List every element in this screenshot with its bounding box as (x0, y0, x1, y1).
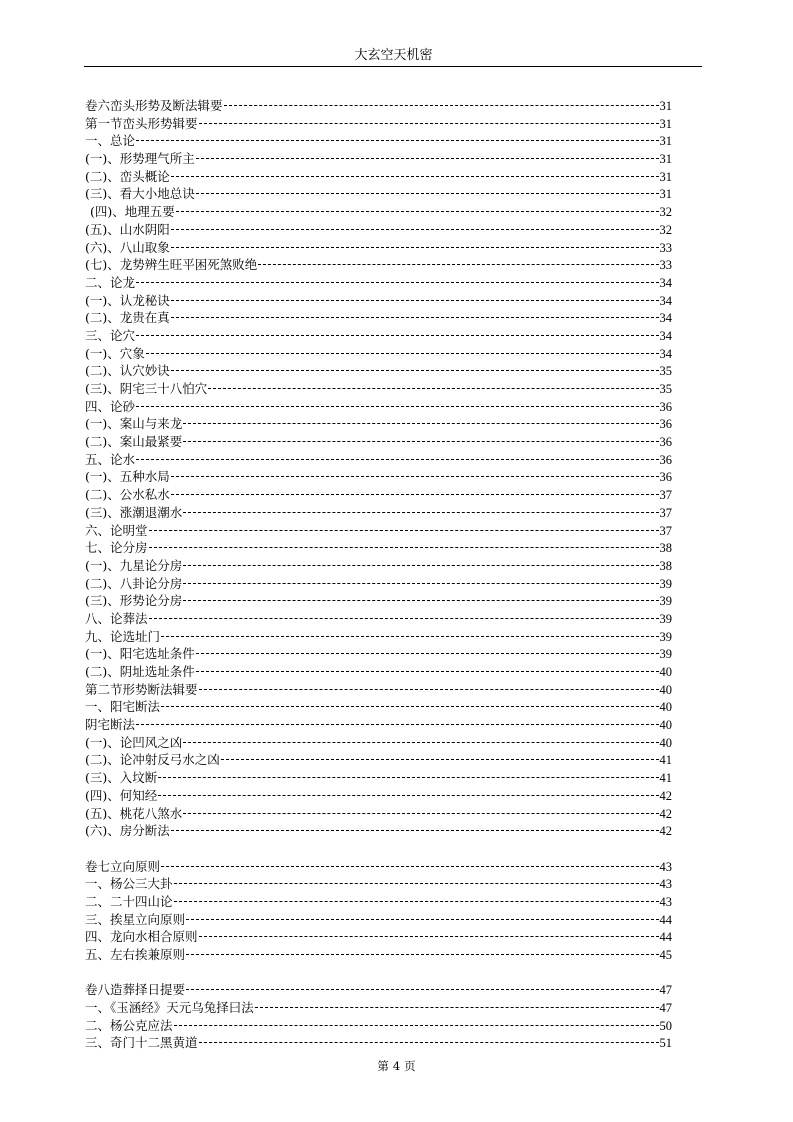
toc-entry[interactable] (85, 681, 672, 699)
toc-entry-title: (二)、公水私水 (85, 487, 170, 503)
toc-entry-page: 37 (659, 488, 672, 503)
toc-dot-leader (224, 105, 659, 106)
toc-entry[interactable] (85, 858, 672, 876)
toc-dot-leader (158, 795, 658, 796)
toc-entry-title: 六、论明堂 (85, 522, 148, 538)
toc-entry-page: 40 (659, 700, 672, 715)
toc-entry-title: 第二节形势断法辑要 (85, 681, 198, 697)
toc-entry-title: (一)、认龙秘诀 (85, 292, 170, 308)
toc-dot-leader (171, 830, 659, 831)
toc-entry-title: (一)、穴象 (85, 345, 145, 361)
toc-entry[interactable] (85, 875, 672, 893)
toc-dot-leader (171, 229, 659, 230)
page-number-suffix: 页 (404, 1059, 416, 1073)
toc-entry-page: 31 (659, 169, 672, 184)
toc-entry[interactable] (85, 1034, 672, 1052)
toc-entry-page: 45 (659, 948, 672, 962)
toc-entry-page: 31 (659, 152, 672, 167)
toc-entry[interactable] (85, 663, 672, 681)
toc-entry[interactable] (85, 150, 672, 168)
toc-dot-leader (183, 441, 658, 442)
toc-dot-leader (158, 777, 658, 778)
toc-entry-page: 31 (659, 134, 672, 149)
toc-entry-title: 五、左右挨兼原则 (85, 947, 186, 962)
toc-entry-page: 51 (659, 1036, 672, 1051)
toc-entry[interactable] (85, 168, 672, 186)
toc-entry-title: (一)、阳宅选址条件 (85, 646, 195, 662)
toc-entry-title: (二)、龙贵在真 (85, 310, 170, 326)
toc-entry-title: (二)、案山最紧要 (85, 434, 183, 450)
toc-entry-page: 34 (659, 275, 672, 290)
toc-entry[interactable] (85, 398, 672, 416)
toc-entry-page: 34 (659, 346, 672, 361)
toc-entry-page: 34 (659, 311, 672, 326)
toc-entry[interactable] (85, 292, 672, 310)
page-header (85, 46, 702, 66)
toc-entry[interactable] (85, 805, 672, 823)
toc-dot-leader (183, 742, 658, 743)
toc-entry-page: 40 (659, 682, 672, 697)
toc-entry-page: 35 (659, 382, 672, 396)
toc-dot-leader (146, 353, 659, 354)
toc-entry-title: 二、论龙 (85, 274, 136, 290)
toc-dot-leader (174, 901, 659, 902)
toc-entry[interactable] (85, 999, 672, 1017)
toc-dot-leader (183, 600, 658, 601)
toc-entry-page: 32 (659, 205, 672, 220)
toc-entry-title: 九、论选址门 (85, 628, 161, 644)
toc-dot-leader (176, 211, 659, 212)
toc-entry-page: 33 (659, 258, 672, 273)
toc-entry-page: 47 (659, 983, 672, 998)
toc-entry-page: 36 (659, 399, 672, 414)
page-footer (0, 1058, 793, 1074)
toc-entry-title: (三)、入坟断 (85, 770, 158, 786)
toc-dot-leader (196, 653, 659, 654)
toc-entry-title: 五、论水 (85, 451, 136, 467)
toc-entry-title: 一、阳宅断法 (85, 699, 161, 715)
toc-entry-title: (一)、论凹风之凶 (85, 734, 183, 750)
toc-entry[interactable] (85, 362, 672, 380)
toc-entry-page: 40 (659, 665, 672, 679)
header-title: 大玄空天机密 (354, 48, 433, 63)
toc-dot-leader (255, 1007, 659, 1008)
toc-entry[interactable] (85, 468, 672, 486)
toc-entry-page: 43 (659, 859, 672, 874)
toc-dot-leader (183, 423, 658, 424)
toc-entry-page: 31 (659, 187, 672, 202)
table-of-contents (85, 97, 672, 1052)
toc-entry[interactable] (85, 734, 672, 752)
toc-entry-title: 一、杨公三大卦 (85, 876, 173, 892)
toc-entry-page: 32 (659, 222, 672, 237)
toc-entry-page: 41 (659, 753, 672, 768)
toc-entry[interactable] (85, 451, 672, 469)
toc-dot-leader (149, 530, 659, 531)
toc-entry[interactable] (85, 256, 672, 274)
toc-dot-leader (174, 1025, 659, 1026)
toc-entry-page: 39 (659, 576, 672, 591)
toc-entry-title: 一、《玉涵经》天元乌兔择曰法 (85, 1000, 254, 1016)
toc-entry-page: 37 (659, 505, 672, 520)
toc-entry[interactable] (85, 274, 672, 292)
toc-entry[interactable] (85, 185, 672, 203)
toc-dot-leader (149, 547, 659, 548)
toc-entry[interactable] (85, 751, 672, 769)
toc-entry-title: 卷八造葬择日提要 (85, 982, 186, 998)
toc-entry-title: (二)、峦头概论 (85, 168, 170, 184)
toc-entry-page: 34 (659, 328, 672, 343)
toc-entry-title: (三)、阴宅三十八怕穴 (85, 381, 208, 396)
toc-entry-page: 42 (659, 806, 672, 821)
toc-entry-page: 36 (659, 452, 672, 467)
toc-entry[interactable] (85, 981, 672, 999)
toc-entry[interactable] (85, 327, 672, 345)
toc-entry-title: 二、杨公克应法 (85, 1017, 173, 1033)
toc-dot-leader (136, 282, 658, 283)
toc-entry-page: 47 (659, 1001, 672, 1016)
toc-dot-leader (196, 158, 659, 159)
toc-entry-title: (一)、五种水局 (85, 469, 170, 485)
toc-entry-page: 31 (659, 99, 672, 113)
toc-entry-title: 三、挨星立向原则 (85, 911, 186, 927)
toc-entry-title: 八、论葬法 (85, 610, 148, 626)
toc-entry[interactable] (85, 221, 672, 239)
toc-entry[interactable] (85, 575, 672, 593)
toc-entry-title: 七、论分房 (85, 540, 148, 556)
page-number-prefix: 第 (377, 1059, 389, 1073)
toc-entry-title: (六)、八山取象 (85, 239, 170, 255)
toc-dot-leader (136, 140, 658, 141)
toc-entry-title: 卷七立向原则 (85, 858, 161, 874)
toc-entry-page: 31 (659, 116, 672, 131)
toc-entry[interactable] (85, 769, 672, 787)
toc-entry[interactable] (85, 610, 672, 628)
toc-dot-leader (171, 494, 659, 495)
toc-entry-page: 44 (659, 930, 672, 945)
toc-entry-page: 43 (659, 877, 672, 892)
toc-entry-title: (七)、龙势辨生旺平困死煞败绝 (85, 257, 258, 273)
toc-entry-page: 36 (659, 435, 672, 450)
toc-entry-page: 34 (659, 293, 672, 308)
toc-entry[interactable] (85, 911, 672, 929)
toc-entry[interactable] (85, 628, 672, 646)
toc-entry[interactable] (85, 539, 672, 557)
toc-entry-title: 三、奇门十二黑黄道 (85, 1035, 198, 1051)
toc-entry-page: 39 (659, 611, 672, 626)
toc-dot-leader (199, 689, 659, 690)
toc-entry-title: (三)、形势论分房 (85, 593, 183, 609)
toc-dot-leader (161, 706, 658, 707)
toc-dot-leader (136, 459, 658, 460)
toc-dot-leader (136, 724, 658, 725)
toc-entry-page: 35 (659, 364, 672, 379)
toc-entry[interactable] (85, 345, 672, 363)
toc-dot-leader (161, 866, 658, 867)
toc-entry-title: (二)、认穴妙诀 (85, 363, 170, 379)
toc-entry-page: 36 (659, 470, 672, 485)
toc-dot-leader (171, 476, 659, 477)
toc-dot-leader (258, 264, 658, 265)
toc-entry[interactable] (85, 380, 672, 398)
toc-entry-title: (一)、九星论分房 (85, 557, 183, 573)
toc-entry-page: 43 (659, 894, 672, 909)
toc-entry[interactable] (85, 97, 672, 115)
toc-dot-leader (171, 317, 659, 318)
toc-dot-leader (199, 936, 659, 937)
toc-dot-leader (171, 247, 659, 248)
toc-entry-page: 41 (659, 771, 672, 786)
toc-entry-title: 二、二十四山论 (85, 893, 173, 909)
toc-entry[interactable] (85, 645, 672, 663)
toc-entry[interactable] (85, 309, 672, 327)
toc-entry-page: 40 (659, 718, 672, 733)
toc-dot-leader (149, 618, 659, 619)
toc-entry-page: 37 (659, 523, 672, 538)
toc-entry-page: 39 (659, 647, 672, 662)
toc-entry[interactable] (85, 522, 672, 540)
toc-entry[interactable] (85, 716, 672, 734)
toc-entry-title: (三)、涨潮退潮水 (85, 504, 183, 520)
toc-entry-title: 卷六峦头形势及断法辑要 (85, 98, 223, 113)
toc-entry-title: 阴宅断法 (85, 717, 136, 733)
toc-dot-leader (174, 883, 659, 884)
toc-entry[interactable] (85, 787, 672, 805)
toc-entry[interactable] (85, 415, 672, 433)
toc-entry[interactable] (85, 203, 672, 221)
toc-entry-title: 四、龙向水相合原则 (85, 929, 198, 945)
toc-entry-title: (三)、看大小地总诀 (85, 186, 195, 202)
toc-entry-title: (一)、案山与来龙 (85, 416, 183, 432)
toc-entry[interactable] (85, 698, 672, 716)
toc-dot-leader (136, 406, 658, 407)
toc-entry-title: (二)、八卦论分房 (85, 575, 183, 591)
toc-entry-page: 40 (659, 735, 672, 750)
toc-dot-leader (183, 565, 658, 566)
toc-entry[interactable] (85, 946, 672, 964)
toc-dot-leader (171, 300, 659, 301)
toc-entry-title: (四)、地理五要 (90, 204, 175, 220)
toc-dot-leader (171, 370, 659, 371)
toc-entry[interactable] (85, 115, 672, 133)
toc-entry-title: (六)、房分断法 (85, 823, 170, 839)
toc-entry-title: (五)、山水阴阳 (85, 221, 170, 237)
toc-entry-page: 33 (659, 240, 672, 255)
toc-dot-leader (186, 989, 658, 990)
toc-dot-leader (161, 636, 658, 637)
toc-dot-leader (208, 388, 658, 389)
toc-entry-title: (四)、何知经 (85, 787, 158, 803)
toc-entry-page: 50 (659, 1018, 672, 1033)
toc-entry[interactable] (85, 504, 672, 522)
toc-entry-page: 38 (659, 541, 672, 556)
toc-dot-leader (199, 1042, 659, 1043)
toc-entry-page: 39 (659, 629, 672, 644)
toc-dot-leader (196, 671, 659, 672)
toc-entry-page: 38 (659, 558, 672, 573)
toc-dot-leader (186, 954, 658, 955)
toc-entry-page: 36 (659, 417, 672, 432)
toc-entry[interactable] (85, 592, 672, 610)
toc-entry-page: 42 (659, 824, 672, 839)
toc-entry-title: 一、总论 (85, 133, 136, 149)
toc-dot-leader (136, 335, 658, 336)
toc-dot-leader (221, 759, 659, 760)
toc-dot-leader (183, 512, 658, 513)
toc-entry[interactable] (85, 132, 672, 150)
header-divider (84, 66, 702, 67)
toc-entry[interactable] (85, 1017, 672, 1035)
toc-entry[interactable] (85, 486, 672, 504)
toc-entry-page: 44 (659, 912, 672, 927)
toc-dot-leader (171, 176, 659, 177)
page-number: 4 (392, 1059, 401, 1073)
toc-entry[interactable] (85, 928, 672, 946)
toc-entry-title: 四、论砂 (85, 398, 136, 414)
toc-entry-title: (五)、桃花八煞水 (85, 805, 183, 821)
toc-entry-title: 第一节峦头形势辑要 (85, 115, 198, 131)
toc-entry[interactable] (85, 433, 672, 451)
toc-dot-leader (186, 919, 658, 920)
toc-dot-leader (183, 583, 658, 584)
toc-dot-leader (199, 123, 659, 124)
toc-entry[interactable] (85, 822, 672, 840)
toc-entry-title: (一)、形势理气所主 (85, 151, 195, 167)
toc-entry-page: 42 (659, 788, 672, 803)
toc-entry-page: 39 (659, 594, 672, 609)
toc-dot-leader (196, 193, 659, 194)
toc-entry-title: 三、论穴 (85, 327, 136, 343)
toc-entry[interactable] (85, 893, 672, 911)
toc-entry-title: (二)、论冲射反弓水之凶 (85, 752, 220, 768)
toc-entry[interactable] (85, 239, 672, 257)
toc-entry-title: (二)、阴址选址条件 (85, 664, 195, 679)
toc-dot-leader (183, 813, 658, 814)
toc-entry[interactable] (85, 557, 672, 575)
